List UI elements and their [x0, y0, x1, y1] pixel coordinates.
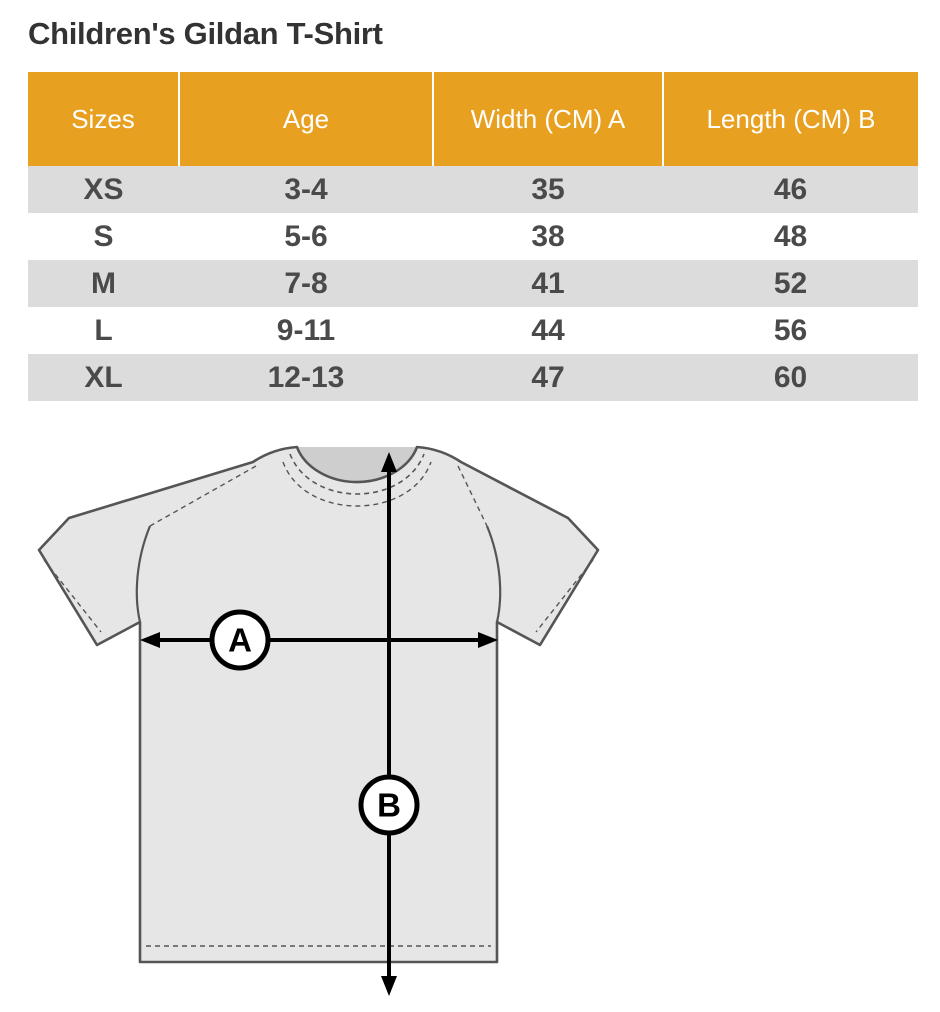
column-header-width: Width (CM) A: [433, 72, 663, 166]
length-marker-label: B: [377, 786, 401, 824]
cell-width: 38: [433, 213, 663, 260]
table-body: [28, 166, 918, 401]
cell-size: XS: [28, 166, 179, 213]
size-chart-table: [28, 72, 918, 401]
column-header-length: Length (CM) B: [663, 72, 918, 166]
width-marker-label: A: [228, 621, 252, 659]
table-header: [28, 72, 918, 166]
cell-width: 35: [433, 166, 663, 213]
cell-size: S: [28, 213, 179, 260]
tshirt-icon: [39, 447, 598, 962]
tshirt-measurement-diagram: [0, 440, 940, 1007]
table-row: [28, 307, 918, 354]
cell-age: 3-4: [179, 166, 433, 213]
cell-age: 5-6: [179, 213, 433, 260]
cell-width: 41: [433, 260, 663, 307]
cell-age: 12-13: [179, 354, 433, 401]
cell-age: 9-11: [179, 307, 433, 354]
cell-length: 48: [663, 213, 918, 260]
page-title: Children's Gildan T-Shirt: [28, 16, 383, 51]
table-header-row: [28, 72, 918, 166]
cell-length: 46: [663, 166, 918, 213]
cell-size: M: [28, 260, 179, 307]
cell-size: L: [28, 307, 179, 354]
cell-length: 52: [663, 260, 918, 307]
cell-size: XL: [28, 354, 179, 401]
cell-width: 47: [433, 354, 663, 401]
table-row: [28, 354, 918, 401]
cell-age: 7-8: [179, 260, 433, 307]
table-row: [28, 260, 918, 307]
column-header-age: Age: [179, 72, 433, 166]
cell-length: 60: [663, 354, 918, 401]
table-row: [28, 166, 918, 213]
column-header-sizes: Sizes: [28, 72, 179, 166]
cell-length: 56: [663, 307, 918, 354]
cell-width: 44: [433, 307, 663, 354]
table-row: [28, 213, 918, 260]
